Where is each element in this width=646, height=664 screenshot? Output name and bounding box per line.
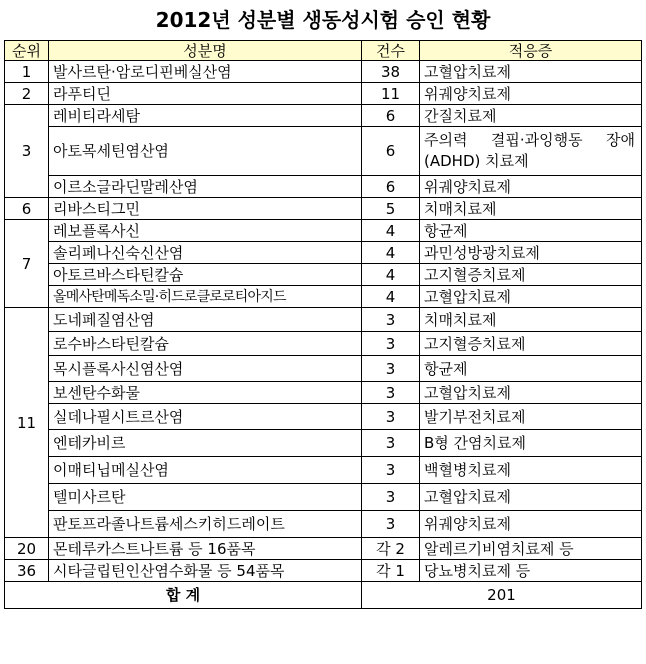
ingredient-cell: 시타글립틴인산염수화물 등 54품목 bbox=[49, 560, 362, 582]
count-cell: 6 bbox=[362, 105, 420, 127]
total-value: 201 bbox=[362, 582, 642, 609]
ingredient-cell: 레비티라세탐 bbox=[49, 105, 362, 127]
table-row bbox=[5, 176, 642, 198]
total-row bbox=[5, 582, 642, 609]
ingredient-cell: 솔리페나신숙신산염 bbox=[49, 242, 362, 264]
ingredient-cell: 목시플록사신염산염 bbox=[49, 356, 362, 382]
indication-cell: 치매치료제 bbox=[420, 308, 642, 332]
table-row bbox=[5, 404, 642, 430]
count-cell: 3 bbox=[362, 308, 420, 332]
table-body bbox=[5, 61, 642, 609]
indication-cell: 고지혈증치료제 bbox=[420, 332, 642, 356]
header-rank: 순위 bbox=[5, 41, 49, 61]
count-cell: 3 bbox=[362, 332, 420, 356]
ingredient-cell: 판토프라졸나트륨세스키히드레이트 bbox=[49, 511, 362, 538]
indication-cell: 고지혈증치료제 bbox=[420, 264, 642, 286]
indication-cell: 고혈압치료제 bbox=[420, 61, 642, 83]
count-cell: 5 bbox=[362, 198, 420, 220]
count-cell: 각 2 bbox=[362, 538, 420, 560]
total-label: 합 계 bbox=[5, 582, 362, 609]
ingredient-cell: 도네페질염산염 bbox=[49, 308, 362, 332]
indication-cell: 백혈병치료제 bbox=[420, 457, 642, 484]
rank-cell: 11 bbox=[5, 308, 49, 538]
indication-cell: 과민성방광치료제 bbox=[420, 242, 642, 264]
indication-cell: 알레르기비염치료제 등 bbox=[420, 538, 642, 560]
ingredient-cell: 아토르바스타틴칼슘 bbox=[49, 264, 362, 286]
count-cell: 3 bbox=[362, 457, 420, 484]
indication-cell: 위궤양치료제 bbox=[420, 83, 642, 105]
table-row bbox=[5, 242, 642, 264]
ingredient-cell: 올메사탄메독소밀·히드로클로로티아지드 bbox=[49, 286, 362, 308]
count-cell: 3 bbox=[362, 511, 420, 538]
ingredient-cell: 보센탄수화물 bbox=[49, 382, 362, 404]
rank-cell: 7 bbox=[5, 220, 49, 308]
ingredient-cell: 아토목세틴염산염 bbox=[49, 127, 362, 176]
header-ingredient: 성분명 bbox=[49, 41, 362, 61]
count-cell: 11 bbox=[362, 83, 420, 105]
ingredient-cell: 실데나필시트르산염 bbox=[49, 404, 362, 430]
table-row bbox=[5, 332, 642, 356]
count-cell: 3 bbox=[362, 356, 420, 382]
count-cell: 4 bbox=[362, 220, 420, 242]
header-count: 건수 bbox=[362, 41, 420, 61]
indication-cell: 발기부전치료제 bbox=[420, 404, 642, 430]
ingredient-cell: 로수바스타틴칼슘 bbox=[49, 332, 362, 356]
indication-cell: 주의력 결핍·과잉행동 장애(ADHD) 치료제 bbox=[420, 127, 642, 176]
table-row bbox=[5, 484, 642, 511]
count-cell: 3 bbox=[362, 404, 420, 430]
ingredient-cell: 레보플록사신 bbox=[49, 220, 362, 242]
table-row bbox=[5, 198, 642, 220]
header-indication: 적응증 bbox=[420, 41, 642, 61]
indication-cell: 고혈압치료제 bbox=[420, 382, 642, 404]
table-row bbox=[5, 83, 642, 105]
table-row bbox=[5, 61, 642, 83]
indication-cell: 간질치료제 bbox=[420, 105, 642, 127]
table-row bbox=[5, 127, 642, 176]
ingredient-cell: 이르소글라딘말레산염 bbox=[49, 176, 362, 198]
table-row bbox=[5, 286, 642, 308]
count-cell: 6 bbox=[362, 127, 420, 176]
table-row bbox=[5, 538, 642, 560]
count-cell: 4 bbox=[362, 242, 420, 264]
table-row bbox=[5, 560, 642, 582]
ingredient-cell: 몬테루카스트나트륨 등 16품목 bbox=[49, 538, 362, 560]
count-cell: 6 bbox=[362, 176, 420, 198]
ingredient-cell: 텔미사르탄 bbox=[49, 484, 362, 511]
indication-cell: 치매치료제 bbox=[420, 198, 642, 220]
indication-cell: 고혈압치료제 bbox=[420, 484, 642, 511]
indication-cell: 항균제 bbox=[420, 220, 642, 242]
table-row bbox=[5, 220, 642, 242]
indication-cell: 당뇨병치료제 등 bbox=[420, 560, 642, 582]
table-row bbox=[5, 382, 642, 404]
rank-cell: 3 bbox=[5, 105, 49, 198]
table-row bbox=[5, 511, 642, 538]
rank-cell: 20 bbox=[5, 538, 49, 560]
count-cell: 3 bbox=[362, 430, 420, 457]
indication-cell: 고혈압치료제 bbox=[420, 286, 642, 308]
count-cell: 3 bbox=[362, 382, 420, 404]
page-title: 2012년 성분별 생동성시험 승인 현황 bbox=[155, 8, 491, 32]
indication-cell: 항균제 bbox=[420, 356, 642, 382]
ingredient-cell: 리바스티그민 bbox=[49, 198, 362, 220]
table-row bbox=[5, 457, 642, 484]
indication-cell: 위궤양치료제 bbox=[420, 511, 642, 538]
indication-cell: B형 간염치료제 bbox=[420, 430, 642, 457]
table-row bbox=[5, 430, 642, 457]
ingredient-cell: 라푸티딘 bbox=[49, 83, 362, 105]
count-cell: 4 bbox=[362, 286, 420, 308]
ingredient-cell: 이매티닙메실산염 bbox=[49, 457, 362, 484]
count-cell: 38 bbox=[362, 61, 420, 83]
rank-cell: 1 bbox=[5, 61, 49, 83]
table-row bbox=[5, 264, 642, 286]
count-cell: 3 bbox=[362, 484, 420, 511]
header-row bbox=[5, 41, 642, 61]
rank-cell: 36 bbox=[5, 560, 49, 582]
approval-table bbox=[4, 40, 642, 609]
table-row bbox=[5, 105, 642, 127]
indication-cell: 위궤양치료제 bbox=[420, 176, 642, 198]
ingredient-cell: 발사르탄·암로디핀베실산염 bbox=[49, 61, 362, 83]
table-row bbox=[5, 308, 642, 332]
ingredient-cell: 엔테카비르 bbox=[49, 430, 362, 457]
table-header bbox=[5, 41, 642, 61]
count-cell: 4 bbox=[362, 264, 420, 286]
rank-cell: 2 bbox=[5, 83, 49, 105]
table-row bbox=[5, 356, 642, 382]
rank-cell: 6 bbox=[5, 198, 49, 220]
count-cell: 각 1 bbox=[362, 560, 420, 582]
